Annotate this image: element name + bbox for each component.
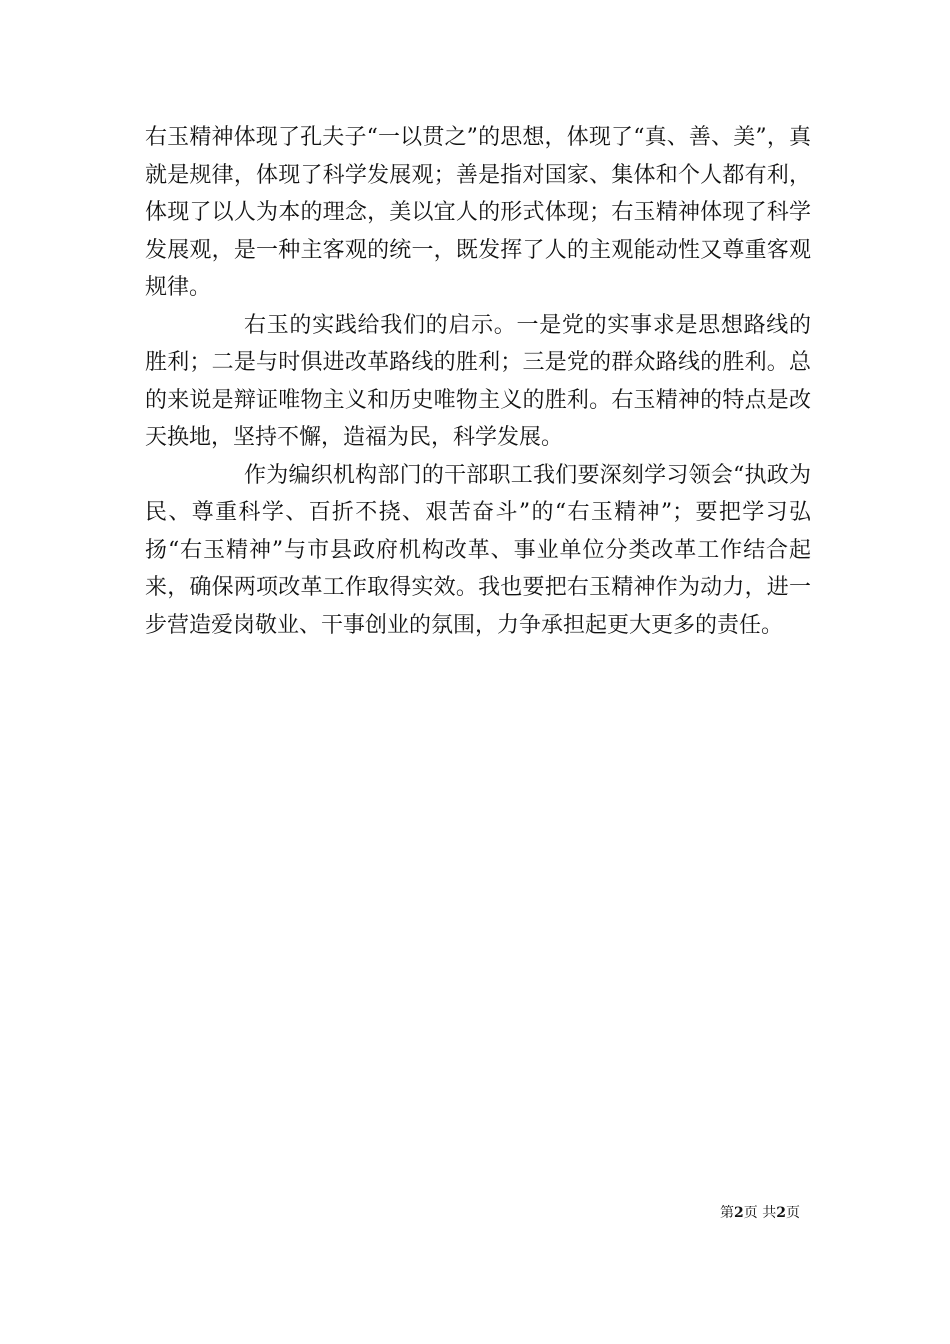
footer-total-pages: 2 [776, 1205, 786, 1221]
footer-current-page: 2 [734, 1205, 744, 1221]
footer-suffix: 页 [785, 1205, 800, 1221]
footer-prefix: 第 [720, 1205, 734, 1221]
page-footer [720, 1204, 815, 1222]
footer-middle: 页 共 [743, 1205, 777, 1221]
paragraph-2: 右玉的实践给我们的启示。一是党的实事求是思想路线的胜利；二是与时俱进改革路线的胜利；三是党的群众路线的胜利。总的来说是辩证唯物主义和历史唯物主义的胜利。右玉精神的特点是改天换地，坚持不懈，造福为民，科学发展。 [145, 312, 811, 450]
paragraph-3: 作为编织机构部门的干部职工我们要深刻学习领会“执政为民、尊重科学、百折不挠、艰苦奋斗”的“右玉精神”；要把学习弘扬“右玉精神”与市县政府机构改革、事业单位分类改革工作结合起来，确保两项改革工作取得实效。我也要把右玉精神作为动力，进一步营造爱岗敬业、干事创业的氛围，力争承担起更大更多的责任。 [145, 462, 811, 638]
body-text [145, 119, 811, 644]
paragraph-1: 右玉精神体现了孔夫子“一以贯之”的思想，体现了“真、善、美”，真就是规律，体现了科学发展观；善是指对国家、集体和个人都有利，体现了以人为本的理念，美以宜人的形式体现；右玉精神体现了科学发展观，是一种主客观的统一，既发挥了人的主观能动性又尊重客观规律。 [145, 125, 811, 300]
